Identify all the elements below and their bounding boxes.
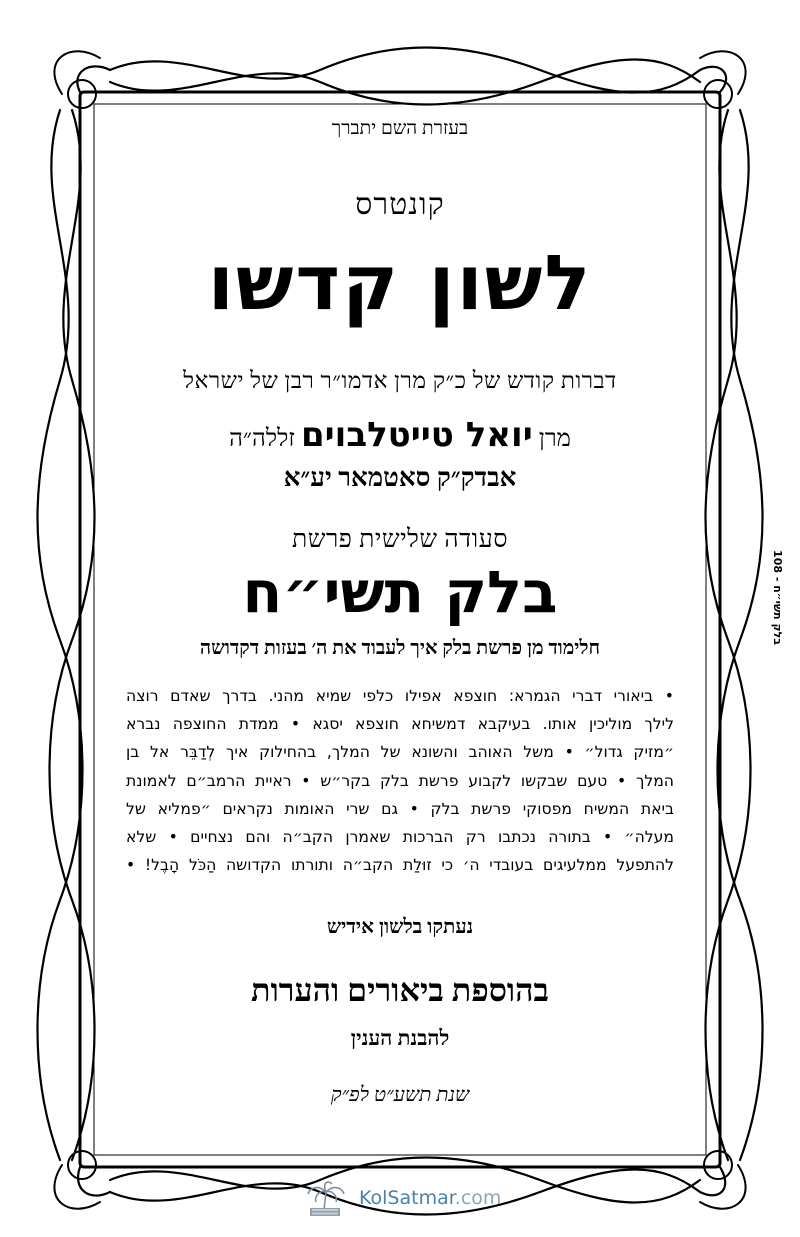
logo-wordmark <box>359 1187 501 1209</box>
subtitle-line-2 <box>118 415 682 455</box>
summary-line: ביאת המשיח מפסוקי פרשת בלק • גם שרי האומות נקראים ״פמליא של <box>126 799 674 818</box>
subtitle-line-1: דברות קודש של כ״ק מרן אדמו״ר רבן של ישראל <box>183 368 617 393</box>
summary-line: ״מזיק גדול״ • משל האוהב והשונא של המלך, בהחילוק איך לְדַבֵּר אל בן <box>126 743 674 762</box>
logo-brand: KolSatmar <box>359 1187 455 1209</box>
summary-line: להתפעל ממלעיגים בעובדי ה׳ כי זוּלַת הקב״ה ותורתו הקדושה הַכֹּל הָבֶל! • <box>126 856 674 875</box>
topic-line: חלימוד מן פרשת בלק איך לעבוד את ה׳ בעזות דקדושה <box>199 638 601 659</box>
summary-line: המלך • טעם שבקשו לקבוע פרשת בלק בקר״ש • ראיית הרמב״ם לאמונת <box>126 771 674 790</box>
occasion-line-1: סעודה שלישית פרשת <box>292 526 508 553</box>
occasion-line-2: בלק תשי״ח <box>242 558 558 626</box>
translated-note: נעתקו בלשון אידיש <box>326 916 474 938</box>
site-logo[interactable] <box>304 1178 504 1218</box>
summary-line: לילך מוליכין אותו. בעיקבא דמשיחא חוצפא יסגא • ממדת החוצפה נברא <box>126 715 674 734</box>
year-note: שנת תשע״ט לפ״ק <box>330 1084 470 1106</box>
name-prefix: מרן <box>538 426 571 452</box>
summary-line: • ביאורי דברי הגמרא: חוצפא אפילו כלפי שמיא מהני. בדרך שאדם רוצה <box>126 687 674 705</box>
kuntres-label: קונטרס <box>355 188 445 221</box>
side-page-label: בלק תשי״ח - 108 <box>771 550 784 645</box>
name-suffix: זללה״ה <box>229 426 295 452</box>
purpose-note: להבנת הענין <box>350 1026 450 1050</box>
logo-suffix: .com <box>454 1187 502 1209</box>
summary-paragraph <box>126 682 674 879</box>
rebbe-name: יואל טייטלבוים <box>301 415 533 455</box>
palm-tree-icon <box>304 1178 348 1218</box>
main-title: לשון קדשו <box>207 238 593 327</box>
summary-line: מעלה״ • בתורה נכתבו רק הברכות שאמרן הקב״ה והם נצחיים • שלא <box>126 828 674 847</box>
additions-note: בהוספת ביאורים והערות <box>251 972 549 1008</box>
subtitle-line-3: אבדק״ק סאטמאר יע״א <box>283 463 517 492</box>
blessing-heading: בעזרת השם יתברך <box>331 118 469 139</box>
